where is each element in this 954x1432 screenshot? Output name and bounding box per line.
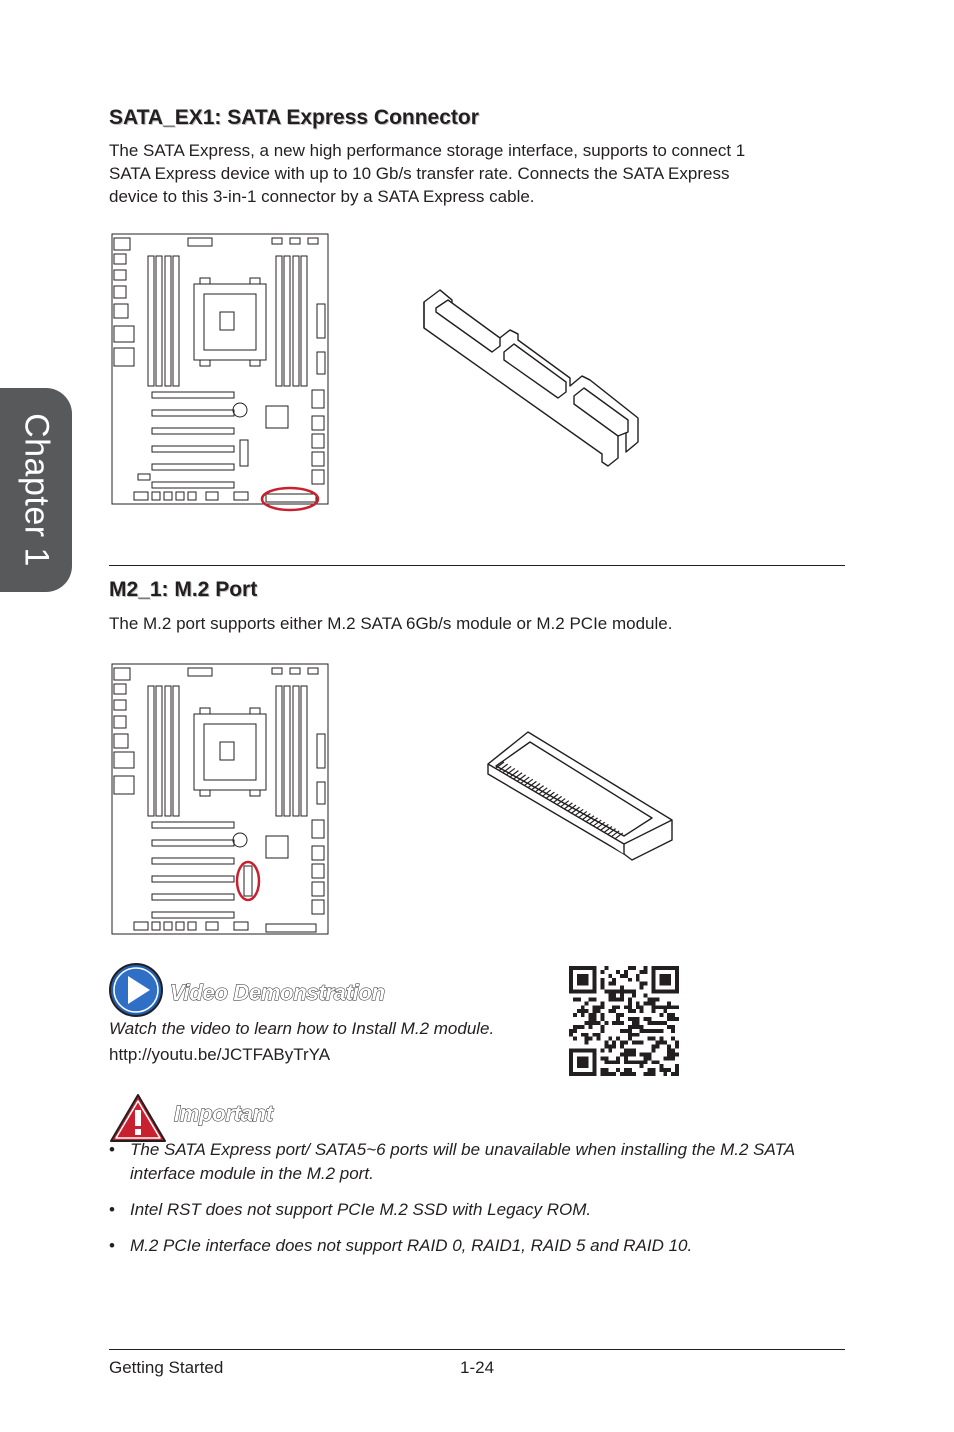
note-text: The SATA Express port/ SATA5~6 ports will be unavailable when installing the M.2 SATA interface module in the M.2 port. [130,1140,795,1183]
motherboard-diagram-sata [108,230,332,514]
footer-rule [109,1349,845,1350]
m2-connector-drawing [484,728,678,864]
video-url[interactable]: http://youtu.be/JCTFAByTrYA [109,1045,331,1064]
bullet: • [109,1200,115,1219]
warning-icon [108,1092,168,1144]
bullet: • [109,1236,115,1255]
note-text: Intel RST does not support PCIe M.2 SSD with Legacy ROM. [130,1200,592,1219]
bullet: • [109,1140,115,1159]
sata-express-title: SATA_EX1: SATA Express Connector [109,106,479,129]
note-item [109,1234,849,1258]
sata-express-highlight [262,488,318,510]
footer-section: Getting Started [109,1358,224,1377]
qr-code[interactable] [568,966,680,1076]
play-icon[interactable] [108,962,164,1018]
motherboard-diagram-m2 [108,660,332,940]
sata-line-1: The SATA Express, a new high performance storage interface, supports to connect 1 [109,141,746,160]
note-text: M.2 PCIe interface does not support RAID 0, RAID1, RAID 5 and RAID 10. [130,1236,693,1255]
chapter-tab-label: Chapter 1 [17,413,56,567]
note-item [109,1138,849,1186]
m2-port-description: The M.2 port supports either M.2 SATA 6Gb/s module or M.2 PCIe module. [109,614,673,633]
page-number: 1-24 [460,1358,495,1377]
section-divider [109,565,845,566]
video-heading: Video Demonstration [170,980,385,1005]
sata-express-description [109,139,845,208]
important-heading: Important [174,1101,273,1126]
m2-port-title: M2_1: M.2 Port [109,578,258,601]
chapter-tab [0,388,72,592]
m2-port-highlight [237,862,259,900]
sata-express-connector-drawing [418,282,644,472]
important-notes [109,1138,849,1270]
video-text: Watch the video to learn how to Install M.2 module. [109,1019,495,1038]
sata-line-3: device to this 3-in-1 connector by a SATA Express cable. [109,187,535,206]
note-item [109,1198,849,1222]
sata-line-2: SATA Express device with up to 10 Gb/s transfer rate. Connects the SATA Express [109,164,730,183]
